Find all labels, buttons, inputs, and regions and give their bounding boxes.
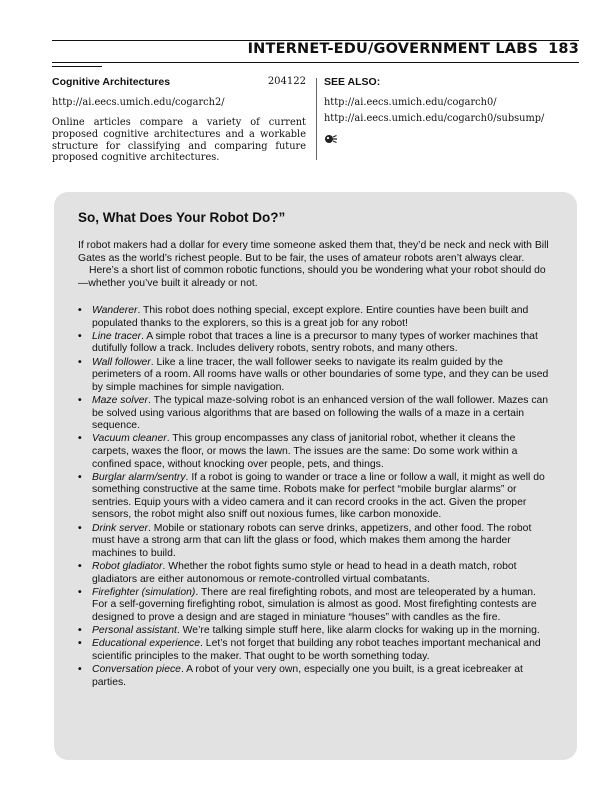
bullet-icon: • (78, 471, 82, 483)
bullet-icon: • (78, 625, 82, 637)
list-item-term: Drink server (92, 522, 149, 534)
entry-description: Online articles compare a variety of current proposed cognitive architectures and a workable structure for classifying and comparing future proposed cognitive architectures. (52, 117, 306, 164)
entry-rule (52, 66, 102, 67)
sidebar-intro (78, 240, 554, 290)
sidebar-intro-paragraph: If robot makers had a dollar for every time someone asked them that, they’d be neck and neck with Bill Gates as the world’s richest people. But to be fair, the uses of amateur robots aren’t always clear. (78, 240, 549, 264)
list-item-term: Conversation piece (92, 664, 181, 676)
header-rule-bottom (52, 62, 579, 63)
running-head-title: INTERNET-EDU/GOVERNMENT LABS (247, 41, 539, 57)
list-item-text: . We’re talking simple stuff here, like alarm clocks for waking up in the morning. (176, 625, 540, 637)
list-item-term: Robot gladiator (92, 561, 163, 573)
see-also-url[interactable]: http://ai.eecs.umich.edu/cogarch0/subsump/ (324, 113, 545, 124)
list-item (78, 561, 554, 586)
running-head (248, 41, 579, 57)
list-item-text: . Mobile or stationary robots can serve drinks, appetizers, and other food. The robot must have a strong arm that can lift the glass or food, which makes them among the harder machines to build. (92, 522, 532, 559)
list-item-term: Maze solver (92, 394, 149, 406)
page-number: 183 (548, 41, 579, 57)
list-item-term: Vacuum cleaner (92, 433, 167, 445)
list-item-text: . There are real firefighting robots, and most are teleoperated by a human. For a self-governing firefighting robot, simulation is almost as good. Most firefighting contests are designed to prove a design and are staged in miniature “houses” with candles as the fire. (92, 586, 537, 623)
bullet-icon: • (78, 433, 82, 445)
entry-title-row (52, 76, 306, 88)
see-also-heading: SEE ALSO: (324, 76, 381, 88)
list-item (78, 523, 554, 561)
sidebar-intro-paragraph: Here’s a short list of common robotic functions, should you be wondering what your robot should do—whether you’ve built it already or not. (78, 265, 546, 289)
list-item (78, 472, 554, 522)
list-item-text: . If a robot is going to wander or trace a line or follow a wall, it might as well do something constructive at the same time. Robots make for perfect “mobile burglar alarms” or sentries. Equip yours with a video camera and it can record crooks in the act. Given the proper sensors, the robot might also sniff out noxious fumes, like carbon monoxide. (92, 471, 545, 521)
bullet-icon: • (78, 586, 82, 598)
list-item-text: . This group encompasses any class of janitorial robot, whether it cleans the carpets, waxes the floor, or mows the lawn. The issues are the same: Do some work within a confined space, without knocking over people, pets, and things. (92, 433, 518, 470)
see-also-url[interactable]: http://ai.eecs.umich.edu/cogarch0/ (324, 97, 497, 108)
list-item-text: . Like a line tracer, the wall follower seeks to navigate its realm guided by the perimeters of a room. All rooms have walls or other boundaries of some type, and they can be used by simple machines for simple navigation. (92, 356, 549, 393)
bullet-icon: • (78, 638, 82, 650)
list-item-term: Firefighter (simulation) (92, 586, 196, 598)
list-item-term: Wall follower (92, 356, 151, 368)
bullet-icon: • (78, 522, 82, 534)
list-item (78, 331, 554, 356)
list-item-term: Burglar alarm/sentry (92, 471, 186, 483)
bullet-icon: • (78, 561, 82, 573)
entry-url[interactable]: http://ai.eecs.umich.edu/cogarch2/ (52, 97, 225, 108)
list-item-text: . Whether the robot fights sumo style or head to head in a death match, robot gladiators are either autonomous or remote-controlled virtual combatants. (92, 561, 517, 585)
list-item-text: . Let’s not forget that building any robot teaches important mechanical and scientific principles to the maker. That ought to be worth something today. (92, 638, 541, 662)
list-item (78, 638, 554, 663)
robot-head-icon (324, 134, 338, 144)
list-item-text: . A robot of your very own, especially one you built, is a great icebreaker at parties. (92, 664, 523, 688)
column-divider (316, 78, 317, 160)
list-item (78, 625, 554, 638)
list-item (78, 395, 554, 433)
list-item-term: Personal assistant (92, 625, 177, 637)
robot-function-list (78, 305, 554, 690)
list-item (78, 587, 554, 625)
list-item (78, 305, 554, 330)
list-item (78, 357, 554, 395)
entry-title: Cognitive Architectures (52, 76, 171, 88)
list-item-term: Line tracer (92, 330, 142, 342)
list-item (78, 433, 554, 471)
list-item-text: . This robot does nothing special, except explore. Entire counties have been built and populated thanks to the explorers, so this is a great job for any robot! (92, 305, 529, 329)
list-item-text: . A simple robot that traces a line is a precursor to many types of worker machines that dutifully follow a track. Includes delivery robots, sentry robots, and many others. (92, 330, 538, 355)
list-item-term: Wanderer (92, 305, 138, 316)
sidebar-title: So, What Does Your Robot Do?” (78, 210, 286, 225)
bullet-icon: • (78, 664, 82, 676)
bullet-icon: • (78, 330, 82, 342)
list-item-text: . The typical maze-solving robot is an enhanced version of the wall follower. Mazes can be solved using various algorithms that are based on following the walls of a maze in a certain sequence. (92, 394, 549, 432)
bullet-icon: • (78, 305, 82, 316)
page-header (52, 40, 579, 60)
list-item (78, 664, 554, 689)
bullet-icon: • (78, 394, 82, 406)
list-item-term: Educational experience (92, 638, 201, 650)
entry-code: 204122 (267, 76, 306, 87)
bullet-icon: • (78, 356, 82, 368)
